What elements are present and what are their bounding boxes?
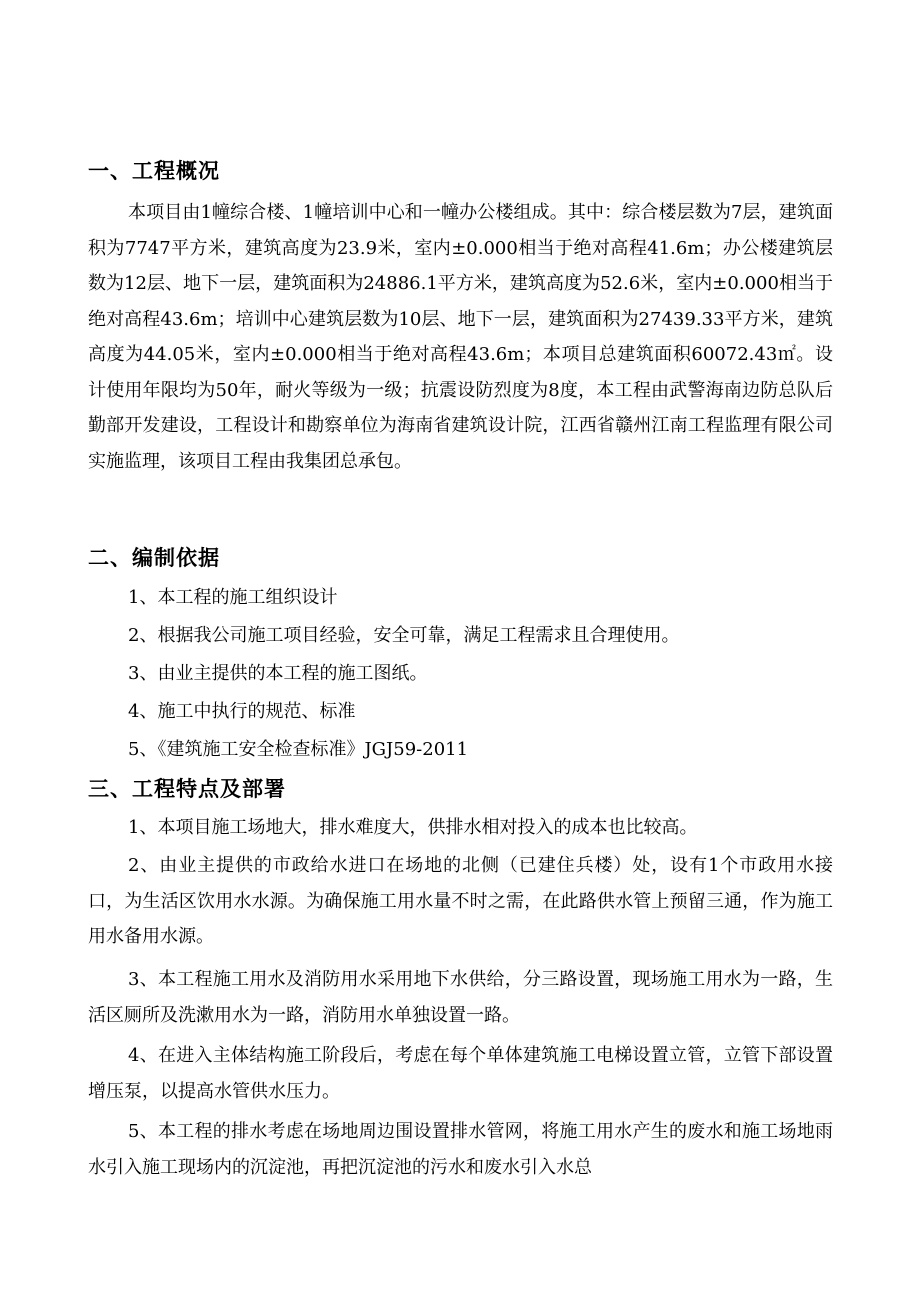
features-paragraph-5: 5、本工程的排水考虑在场地周边围设置排水管网，将施工用水产生的废水和施工场地雨水引入施工现场内的沉淀池，再把沉淀池的污水和废水引入水总 (88, 1121, 833, 1178)
section-heading-overview: 一、工程概况 (88, 159, 220, 183)
basis-item-5: 5、《建筑施工安全检查标准》JGJ59-2011 (128, 739, 469, 760)
basis-item-1: 1、本工程的施工组织设计 (128, 587, 338, 608)
basis-item-3: 3、由业主提供的本工程的施工图纸。 (128, 663, 428, 684)
features-paragraph-1: 1、本项目施工场地大，排水难度大，供排水相对投入的成本也比较高。 (128, 817, 698, 838)
features-paragraph-4: 4、在进入主体结构施工阶段后，考虑在每个单体建筑施工电梯设置立管，立管下部设置增压泵，以提高水管供水压力。 (88, 1045, 833, 1102)
features-paragraph-3: 3、本工程施工用水及消防用水采用地下水供给，分三路设置，现场施工用水为一路，生活区厕所及洗漱用水为一路，消防用水单独设置一路。 (88, 969, 833, 1026)
features-paragraph-2: 2、由业主提供的市政给水进口在场地的北侧（已建住兵楼）处，设有1个市政用水接口，为生活区饮用水水源。为确保施工用水量不时之需，在此路供水管上预留三通，作为施工用水备用水源。 (88, 855, 833, 947)
section-heading-features: 三、工程特点及部署 (88, 777, 286, 801)
section-heading-basis: 二、编制依据 (88, 546, 220, 570)
overview-paragraph: 本项目由1幢综合楼、1幢培训中心和一幢办公楼组成。其中：综合楼层数为7层，建筑面积为7747平方米，建筑高度为23.9米，室内±0.000相当于绝对高程41.6m；办公楼建筑层数为12层、地下一层，建筑面积为24886.1平方米，建筑高度为52.6米，室内±0.000相当于绝对高程43.6m；培训中心建筑层数为10层、地下一层，建筑面积为27439.33平方米，建筑高度为44.05米，室内±0.000相当于绝对高程43.6m；本项目总建筑面积60072.43㎡。设计使用年限均为50年，耐火等级为一级；抗震设防烈度为8度，本工程由武警海南边防总队后勤部开发建设，工程设计和勘察单位为海南省建筑设计院，江西省赣州江南工程监理有限公司实施监理，该项目工程由我集团总承包。 (88, 202, 833, 472)
basis-item-4: 4、施工中执行的规范、标准 (128, 701, 356, 722)
basis-item-2: 2、根据我公司施工项目经验，安全可靠，满足工程需求且合理使用。 (128, 625, 680, 646)
